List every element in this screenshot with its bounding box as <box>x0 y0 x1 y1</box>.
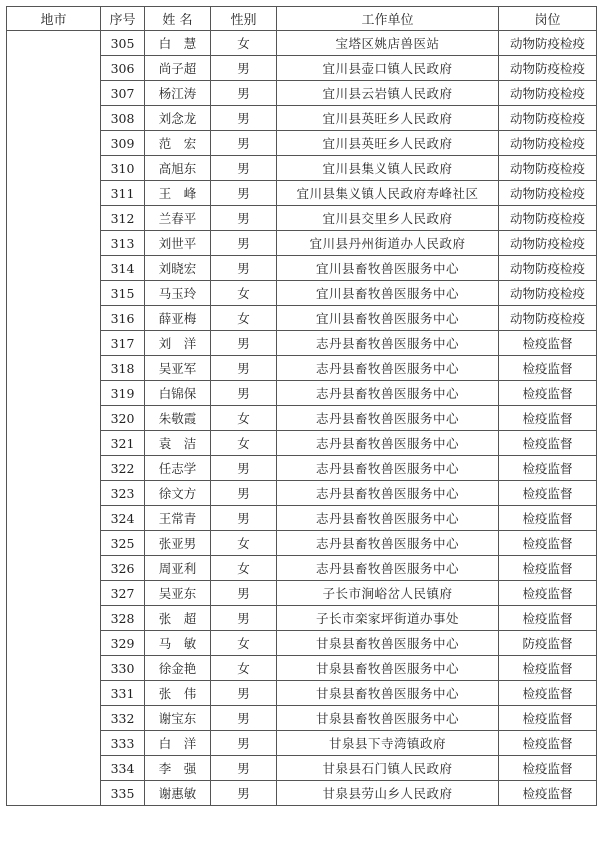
number-cell: 324 <box>101 506 145 531</box>
gender-cell: 男 <box>211 131 277 156</box>
gender-cell: 男 <box>211 706 277 731</box>
post-cell: 检疫监督 <box>499 606 597 631</box>
number-cell: 309 <box>101 131 145 156</box>
number-cell: 318 <box>101 356 145 381</box>
number-cell: 310 <box>101 156 145 181</box>
post-cell: 检疫监督 <box>499 531 597 556</box>
header-unit: 工作单位 <box>277 7 499 31</box>
post-cell: 检疫监督 <box>499 406 597 431</box>
unit-cell: 志丹县畜牧兽医服务中心 <box>277 431 499 456</box>
post-cell: 动物防疫检疫 <box>499 231 597 256</box>
gender-cell: 女 <box>211 406 277 431</box>
gender-cell: 男 <box>211 781 277 806</box>
name-cell: 马 敏 <box>145 631 211 656</box>
unit-cell: 志丹县畜牧兽医服务中心 <box>277 456 499 481</box>
unit-cell: 志丹县畜牧兽医服务中心 <box>277 406 499 431</box>
post-cell: 检疫监督 <box>499 706 597 731</box>
name-cell: 范 宏 <box>145 131 211 156</box>
table-row <box>7 31 597 56</box>
header-gender: 性别 <box>211 7 277 31</box>
name-cell: 刘世平 <box>145 231 211 256</box>
post-cell: 动物防疫检疫 <box>499 156 597 181</box>
number-cell: 332 <box>101 706 145 731</box>
post-cell: 动物防疫检疫 <box>499 281 597 306</box>
post-cell: 检疫监督 <box>499 781 597 806</box>
name-cell: 王 峰 <box>145 181 211 206</box>
post-cell: 检疫监督 <box>499 581 597 606</box>
name-cell: 谢宝东 <box>145 706 211 731</box>
number-cell: 334 <box>101 756 145 781</box>
post-cell: 检疫监督 <box>499 656 597 681</box>
post-cell: 检疫监督 <box>499 756 597 781</box>
unit-cell: 子长市涧峪岔人民镇府 <box>277 581 499 606</box>
number-cell: 317 <box>101 331 145 356</box>
post-cell: 检疫监督 <box>499 481 597 506</box>
number-cell: 312 <box>101 206 145 231</box>
number-cell: 326 <box>101 556 145 581</box>
post-cell: 检疫监督 <box>499 731 597 756</box>
post-cell: 检疫监督 <box>499 381 597 406</box>
gender-cell: 男 <box>211 81 277 106</box>
gender-cell: 男 <box>211 456 277 481</box>
unit-cell: 甘泉县畜牧兽医服务中心 <box>277 706 499 731</box>
number-cell: 311 <box>101 181 145 206</box>
unit-cell: 甘泉县劳山乡人民政府 <box>277 781 499 806</box>
post-cell: 动物防疫检疫 <box>499 81 597 106</box>
number-cell: 315 <box>101 281 145 306</box>
number-cell: 321 <box>101 431 145 456</box>
unit-cell: 宜川县交里乡人民政府 <box>277 206 499 231</box>
name-cell: 吴亚东 <box>145 581 211 606</box>
header-post: 岗位 <box>499 7 597 31</box>
unit-cell: 志丹县畜牧兽医服务中心 <box>277 481 499 506</box>
number-cell: 328 <box>101 606 145 631</box>
number-cell: 320 <box>101 406 145 431</box>
name-cell: 徐文方 <box>145 481 211 506</box>
gender-cell: 女 <box>211 556 277 581</box>
post-cell: 检疫监督 <box>499 456 597 481</box>
name-cell: 刘念龙 <box>145 106 211 131</box>
gender-cell: 女 <box>211 431 277 456</box>
unit-cell: 志丹县畜牧兽医服务中心 <box>277 331 499 356</box>
name-cell: 白 慧 <box>145 31 211 56</box>
name-cell: 白 洋 <box>145 731 211 756</box>
unit-cell: 宜川县畜牧兽医服务中心 <box>277 281 499 306</box>
gender-cell: 女 <box>211 306 277 331</box>
unit-cell: 甘泉县畜牧兽医服务中心 <box>277 631 499 656</box>
post-cell: 检疫监督 <box>499 681 597 706</box>
name-cell: 袁 洁 <box>145 431 211 456</box>
unit-cell: 宜川县英旺乡人民政府 <box>277 131 499 156</box>
unit-cell: 志丹县畜牧兽医服务中心 <box>277 556 499 581</box>
name-cell: 杨江涛 <box>145 81 211 106</box>
name-cell: 朱敬霞 <box>145 406 211 431</box>
name-cell: 王常青 <box>145 506 211 531</box>
gender-cell: 女 <box>211 531 277 556</box>
name-cell: 刘 洋 <box>145 331 211 356</box>
header-row <box>7 7 597 31</box>
name-cell: 周亚利 <box>145 556 211 581</box>
name-cell: 张亚男 <box>145 531 211 556</box>
unit-cell: 甘泉县下寺湾镇政府 <box>277 731 499 756</box>
name-cell: 薛亚梅 <box>145 306 211 331</box>
post-cell: 防疫监督 <box>499 631 597 656</box>
number-cell: 323 <box>101 481 145 506</box>
number-cell: 305 <box>101 31 145 56</box>
post-cell: 检疫监督 <box>499 356 597 381</box>
unit-cell: 宜川县云岩镇人民政府 <box>277 81 499 106</box>
post-cell: 检疫监督 <box>499 331 597 356</box>
post-cell: 动物防疫检疫 <box>499 306 597 331</box>
number-cell: 335 <box>101 781 145 806</box>
gender-cell: 男 <box>211 381 277 406</box>
gender-cell: 女 <box>211 656 277 681</box>
unit-cell: 宜川县集义镇人民政府寿峰社区 <box>277 181 499 206</box>
name-cell: 李 强 <box>145 756 211 781</box>
name-cell: 白锦保 <box>145 381 211 406</box>
unit-cell: 志丹县畜牧兽医服务中心 <box>277 506 499 531</box>
gender-cell: 男 <box>211 731 277 756</box>
name-cell: 张 伟 <box>145 681 211 706</box>
name-cell: 马玉玲 <box>145 281 211 306</box>
post-cell: 动物防疫检疫 <box>499 206 597 231</box>
gender-cell: 男 <box>211 481 277 506</box>
number-cell: 314 <box>101 256 145 281</box>
post-cell: 检疫监督 <box>499 556 597 581</box>
unit-cell: 宜川县壶口镇人民政府 <box>277 56 499 81</box>
unit-cell: 志丹县畜牧兽医服务中心 <box>277 531 499 556</box>
header-city: 地市 <box>7 7 101 31</box>
gender-cell: 男 <box>211 56 277 81</box>
name-cell: 尚子超 <box>145 56 211 81</box>
name-cell: 刘晓宏 <box>145 256 211 281</box>
post-cell: 动物防疫检疫 <box>499 56 597 81</box>
post-cell: 动物防疫检疫 <box>499 256 597 281</box>
gender-cell: 女 <box>211 281 277 306</box>
number-cell: 316 <box>101 306 145 331</box>
gender-cell: 男 <box>211 506 277 531</box>
unit-cell: 子长市栾家坪街道办事处 <box>277 606 499 631</box>
gender-cell: 女 <box>211 631 277 656</box>
name-cell: 谢惠敏 <box>145 781 211 806</box>
table-header <box>7 7 597 31</box>
name-cell: 吴亚军 <box>145 356 211 381</box>
gender-cell: 女 <box>211 31 277 56</box>
unit-cell: 宜川县畜牧兽医服务中心 <box>277 306 499 331</box>
gender-cell: 男 <box>211 106 277 131</box>
name-cell: 徐金艳 <box>145 656 211 681</box>
number-cell: 322 <box>101 456 145 481</box>
post-cell: 检疫监督 <box>499 506 597 531</box>
number-cell: 313 <box>101 231 145 256</box>
name-cell: 张 超 <box>145 606 211 631</box>
gender-cell: 男 <box>211 256 277 281</box>
unit-cell: 志丹县畜牧兽医服务中心 <box>277 381 499 406</box>
number-cell: 325 <box>101 531 145 556</box>
city-cell <box>7 31 101 806</box>
unit-cell: 甘泉县畜牧兽医服务中心 <box>277 681 499 706</box>
post-cell: 检疫监督 <box>499 431 597 456</box>
number-cell: 327 <box>101 581 145 606</box>
gender-cell: 男 <box>211 231 277 256</box>
unit-cell: 宜川县畜牧兽医服务中心 <box>277 256 499 281</box>
gender-cell: 男 <box>211 356 277 381</box>
unit-cell: 志丹县畜牧兽医服务中心 <box>277 356 499 381</box>
unit-cell: 甘泉县石门镇人民政府 <box>277 756 499 781</box>
gender-cell: 男 <box>211 156 277 181</box>
unit-cell: 宜川县英旺乡人民政府 <box>277 106 499 131</box>
number-cell: 331 <box>101 681 145 706</box>
unit-cell: 甘泉县畜牧兽医服务中心 <box>277 656 499 681</box>
number-cell: 306 <box>101 56 145 81</box>
number-cell: 307 <box>101 81 145 106</box>
number-cell: 330 <box>101 656 145 681</box>
number-cell: 319 <box>101 381 145 406</box>
name-cell: 兰春平 <box>145 206 211 231</box>
table-body <box>7 31 597 806</box>
gender-cell: 男 <box>211 606 277 631</box>
unit-cell: 宝塔区姚店兽医站 <box>277 31 499 56</box>
gender-cell: 男 <box>211 581 277 606</box>
unit-cell: 宜川县丹州街道办人民政府 <box>277 231 499 256</box>
post-cell: 动物防疫检疫 <box>499 31 597 56</box>
header-name: 姓 名 <box>145 7 211 31</box>
unit-cell: 宜川县集义镇人民政府 <box>277 156 499 181</box>
gender-cell: 男 <box>211 681 277 706</box>
number-cell: 333 <box>101 731 145 756</box>
gender-cell: 男 <box>211 206 277 231</box>
gender-cell: 男 <box>211 756 277 781</box>
post-cell: 动物防疫检疫 <box>499 131 597 156</box>
name-cell: 高旭东 <box>145 156 211 181</box>
header-number: 序号 <box>101 7 145 31</box>
gender-cell: 男 <box>211 331 277 356</box>
post-cell: 动物防疫检疫 <box>499 106 597 131</box>
gender-cell: 男 <box>211 181 277 206</box>
post-cell: 动物防疫检疫 <box>499 181 597 206</box>
number-cell: 308 <box>101 106 145 131</box>
number-cell: 329 <box>101 631 145 656</box>
name-cell: 任志学 <box>145 456 211 481</box>
personnel-table <box>6 6 597 806</box>
